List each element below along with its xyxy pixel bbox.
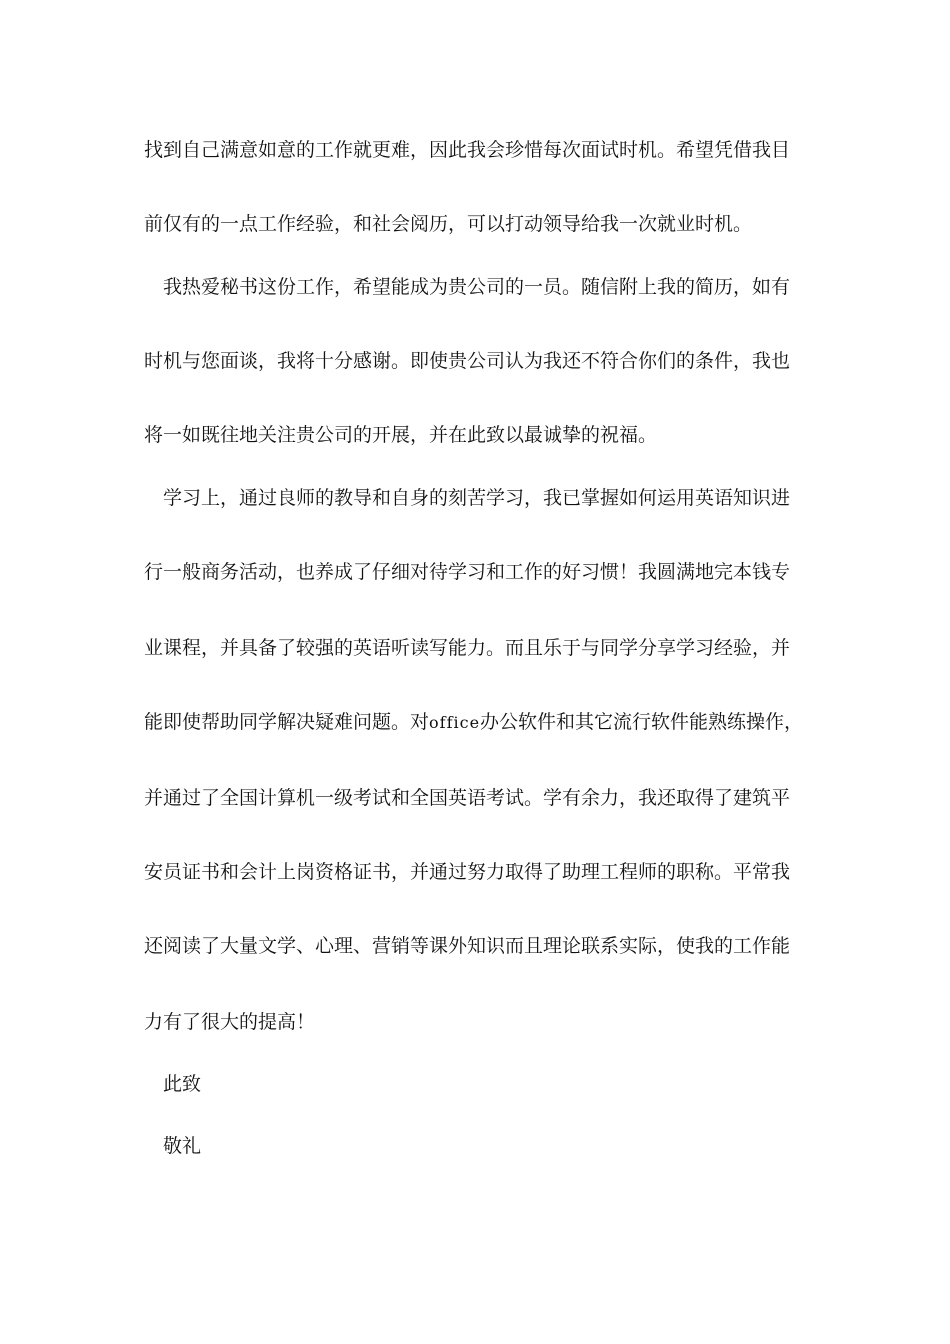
paragraph-start-line: 我热爱秘书这份工作，希望能成为贵公司的一员。随信附上我的简历，如有 <box>163 276 791 298</box>
body-text-line-mixed <box>144 710 803 735</box>
closing-regards: 敬礼 <box>163 1135 202 1157</box>
closing-salutation: 此致 <box>163 1073 202 1095</box>
paragraph-start-line: 学习上，通过良师的教导和自身的刻苦学习，我已掌握如何运用英语知识进 <box>163 487 791 509</box>
body-text-line: 前仅有的一点工作经验，和社会阅历，可以打动领导给我一次就业时机。 <box>144 213 753 235</box>
body-text-line: 将一如既往地关注贵公司的开展，并在此致以最诚挚的祝福。 <box>144 424 658 446</box>
text-segment: 能即使帮助同学解决疑难问题。对 <box>144 711 430 733</box>
text-segment: 办公软件和其它流行软件能熟练操作， <box>480 711 804 733</box>
body-text-line: 还阅读了大量文学、心理、营销等课外知识而且理论联系实际，使我的工作能 <box>144 935 791 957</box>
body-text-line: 力有了很大的提高！ <box>144 1011 316 1033</box>
body-text-line: 行一般商务活动，也养成了仔细对待学习和工作的好习惯！我圆满地完本钱专 <box>144 561 791 583</box>
body-text-line: 业课程，并具备了较强的英语听读写能力。而且乐于与同学分享学习经验，并 <box>144 637 791 659</box>
body-text-line: 找到自己满意如意的工作就更难，因此我会珍惜每次面试时机。希望凭借我目 <box>144 139 791 161</box>
body-text-line: 安员证书和会计上岗资格证书，并通过努力取得了助理工程师的职称。平常我 <box>144 861 791 883</box>
body-text-line: 并通过了全国计算机一级考试和全国英语考试。学有余力，我还取得了建筑平 <box>144 787 791 809</box>
software-name: office <box>429 713 481 732</box>
body-text-line: 时机与您面谈，我将十分感谢。即使贵公司认为我还不符合你们的条件，我也 <box>144 350 791 372</box>
